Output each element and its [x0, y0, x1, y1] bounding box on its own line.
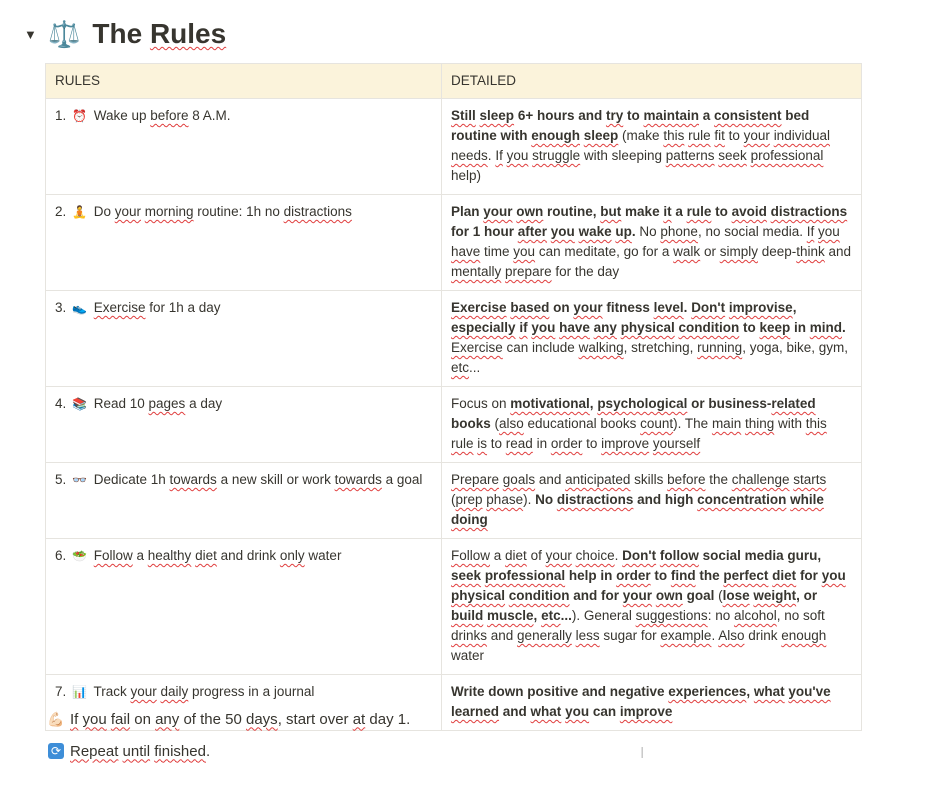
text-run: or: [700, 244, 720, 259]
text-run: phone: [660, 224, 698, 239]
text-run: daily: [160, 684, 189, 699]
text-run: have: [559, 320, 590, 335]
text-run: walking: [578, 340, 624, 355]
repeat-icon: ⟳: [48, 743, 64, 759]
text-run: fitness: [602, 300, 654, 315]
text-run: sleep: [583, 128, 619, 143]
text-run: and: [535, 472, 566, 487]
text-run: , no social media.: [697, 224, 807, 239]
text-run: rule: [686, 204, 712, 219]
text-run: time: [480, 244, 514, 259]
text-run: Still: [451, 108, 476, 123]
text-run: if: [519, 320, 528, 335]
text-run: towards: [334, 472, 382, 487]
text-run: routine,: [543, 204, 601, 219]
text-run: anticipated: [565, 472, 631, 487]
table-row: [46, 539, 862, 675]
text-run: suggestions: [635, 608, 708, 623]
balance-scale-icon: ⚖️: [48, 19, 81, 49]
text-run: before: [150, 108, 189, 123]
text-run: you: [565, 704, 590, 719]
text-run: perfect: [723, 568, 769, 583]
text-run: mind: [809, 320, 843, 335]
text-run: condition: [678, 320, 740, 335]
text-run: based: [510, 300, 550, 315]
text-run: Also: [718, 628, 745, 643]
text-run: morning: [144, 204, 194, 219]
text-run: sugar for: [599, 628, 661, 643]
text-run: any: [593, 320, 617, 335]
text-run: 3.: [55, 300, 71, 315]
text-run: , no soft: [776, 608, 825, 623]
detail-cell[interactable]: [442, 539, 862, 675]
text-run: (make: [618, 128, 664, 143]
text-run: and high: [633, 492, 698, 507]
text-run: educational books: [523, 416, 641, 431]
text-run: patterns: [665, 148, 715, 163]
text-run: day 1.: [365, 710, 411, 728]
text-run: running: [697, 340, 743, 355]
text-run: .: [842, 320, 846, 335]
text-run: distractions: [283, 204, 352, 219]
text-run: simply: [719, 244, 758, 259]
text-run: your: [483, 204, 513, 219]
text-run: Prepare: [451, 472, 500, 487]
text-run: your: [622, 588, 653, 603]
text-run: yourself: [652, 436, 701, 451]
text-run: your: [545, 548, 572, 563]
text-run: in: [532, 436, 551, 451]
text-run: If: [70, 710, 79, 728]
text-run: related: [771, 396, 816, 411]
text-run: 1.: [55, 108, 71, 123]
text-run: sleep: [479, 108, 515, 123]
text-run: Follow: [451, 548, 491, 563]
text-run: drinks: [451, 628, 488, 643]
text-run: ). The: [673, 416, 712, 431]
text-run: to: [650, 568, 671, 583]
text-run: only: [279, 548, 305, 563]
text-run: you: [531, 320, 556, 335]
text-run: for the day: [551, 264, 620, 279]
text-run: rule: [688, 128, 711, 143]
rule-cell[interactable]: [46, 195, 442, 291]
rule-cell[interactable]: [46, 99, 442, 195]
text-run: build: [451, 608, 484, 623]
text-run: ...: [560, 608, 572, 623]
text-run: walk: [673, 244, 701, 259]
table-row: [46, 463, 862, 539]
text-run: , start over: [277, 710, 353, 728]
text-run: alcohol: [733, 608, 777, 623]
text-run: while: [790, 492, 824, 507]
text-run: 4.: [55, 396, 71, 411]
text-run: fit: [714, 128, 725, 143]
text-run: enough: [781, 628, 827, 643]
text-run: Track: [89, 684, 131, 699]
text-run: ,: [746, 684, 754, 699]
text-run: a: [671, 204, 687, 219]
text-run: professional: [484, 568, 566, 583]
text-run: can: [589, 704, 620, 719]
text-run: can meditate, go for a: [535, 244, 674, 259]
text-run: lose: [722, 588, 750, 603]
text-run: until: [122, 742, 151, 760]
text-run: you: [818, 224, 840, 239]
rule-cell[interactable]: [46, 291, 442, 387]
rule-emoji-icon: ⏰: [72, 109, 87, 123]
text-run: to: [582, 436, 602, 451]
flexed-biceps-icon: 💪🏻: [47, 710, 65, 727]
text-run: to: [739, 320, 760, 335]
text-run: can include: [502, 340, 579, 355]
rules-table: [45, 63, 862, 731]
text-run: enough: [531, 128, 580, 143]
text-run: for 1h a day: [145, 300, 221, 315]
text-run: ). General: [571, 608, 636, 623]
text-run: social media guru,: [698, 548, 822, 563]
text-run: ...: [469, 360, 481, 375]
text-run: progress in a journal: [188, 684, 315, 699]
text-run: with: [774, 416, 806, 431]
detail-cell[interactable]: [442, 195, 862, 291]
text-run: wake: [578, 224, 612, 239]
text-run: is: [477, 436, 488, 451]
text-run: especially: [451, 320, 516, 335]
text-run: books: [451, 416, 491, 431]
table-row: [46, 99, 862, 195]
text-run: and: [499, 704, 531, 719]
text-run: you: [821, 568, 846, 583]
text-run: consistent: [714, 108, 782, 123]
text-run: for 1 hour: [451, 224, 518, 239]
text-run: Repeat: [70, 742, 119, 760]
text-run: a day: [185, 396, 223, 411]
text-run: psychological: [597, 396, 688, 411]
text-run: it: [663, 204, 672, 219]
rule-emoji-icon: 📊: [72, 685, 87, 699]
text-run: struggle: [532, 148, 581, 163]
text-run: .: [631, 224, 636, 239]
text-run: prepare: [505, 264, 552, 279]
text-run: Plan: [451, 204, 484, 219]
text-run: Exercise: [451, 340, 503, 355]
rule-emoji-icon: 👓: [72, 473, 87, 487]
text-run: : no: [707, 608, 734, 623]
text-run: you: [82, 710, 107, 728]
text-run: to: [711, 204, 732, 219]
text-run: professional: [750, 148, 824, 163]
detail-cell[interactable]: [442, 463, 862, 539]
rule-emoji-icon: 📚: [72, 397, 87, 411]
text-run: a: [699, 108, 715, 123]
text-run: of: [526, 548, 546, 563]
text-run: water: [451, 648, 485, 663]
text-run: etc: [451, 360, 470, 375]
text-run: diet: [772, 568, 797, 583]
rule-cell[interactable]: [46, 539, 442, 675]
text-run: mentally: [451, 264, 502, 279]
text-run: what: [530, 704, 562, 719]
text-run: 5.: [55, 472, 71, 487]
text-run: less: [575, 628, 600, 643]
text-run: you: [513, 244, 536, 259]
text-run: Exercise: [451, 300, 507, 315]
text-run: what: [753, 684, 785, 699]
detail-cell[interactable]: [442, 291, 862, 387]
rule-cell[interactable]: [46, 463, 442, 539]
text-run: Don't: [622, 548, 657, 563]
text-run: of the 50: [179, 710, 246, 728]
text-run: Follow: [93, 548, 133, 563]
text-run: or business-: [687, 396, 772, 411]
fail-rule-text: [70, 711, 410, 728]
text-run: try: [605, 108, 624, 123]
text-run: your: [130, 684, 157, 699]
text-run: this: [663, 128, 685, 143]
text-run: Exercise: [93, 300, 146, 315]
text-run: improvise: [728, 300, 793, 315]
text-run: your: [573, 300, 603, 315]
rule-cell[interactable]: [46, 387, 442, 463]
text-run: rule: [451, 436, 474, 451]
text-run: (: [490, 416, 500, 431]
text-run: before: [667, 472, 706, 487]
toggle-heading: [24, 14, 226, 54]
text-run: to: [487, 436, 506, 451]
text-run: weight: [753, 588, 797, 603]
text-run: physical: [451, 588, 506, 603]
text-run: prep: [455, 492, 483, 507]
text-run: think: [796, 244, 825, 259]
text-run: improve: [619, 704, 673, 719]
rules-table-body: [46, 99, 862, 731]
text-run: help): [451, 168, 482, 183]
title-prefix: The: [92, 18, 150, 49]
text-run: for: [796, 568, 822, 583]
text-run: Don't: [691, 300, 726, 315]
text-run: Do: [89, 204, 115, 219]
text-run: .: [683, 300, 692, 315]
text-run: with sleeping: [580, 148, 666, 163]
text-run: If: [806, 224, 815, 239]
page-title[interactable]: [92, 18, 226, 50]
text-run: follow: [659, 548, 699, 563]
text-run: 6+ hours and: [514, 108, 606, 123]
text-run: .: [614, 548, 623, 563]
text-run: If: [495, 148, 503, 163]
text-run: days: [246, 710, 278, 728]
text-run: choice: [575, 548, 615, 563]
text-run: make: [621, 204, 664, 219]
text-run: Read 10: [89, 396, 149, 411]
text-run: starts: [793, 472, 827, 487]
repeat-rule-line[interactable]: [48, 739, 210, 763]
text-run: goal: [682, 588, 715, 603]
text-run: diet: [195, 548, 217, 563]
text-run: and: [824, 244, 852, 259]
text-run: doing: [451, 512, 488, 527]
text-run: water: [304, 548, 342, 563]
table-row: [46, 195, 862, 291]
text-run: improve: [601, 436, 650, 451]
text-run: also: [499, 416, 524, 431]
text-run: Focus on: [451, 396, 511, 411]
text-run: ,: [792, 300, 797, 315]
text-run: learned: [451, 704, 500, 719]
text-run: main: [711, 416, 742, 431]
text-run: bed routine with: [451, 108, 810, 143]
text-run: ,: [533, 608, 542, 623]
text-run: pages: [148, 396, 186, 411]
text-run: routine: 1h no: [193, 204, 284, 219]
text-run: have: [451, 244, 481, 259]
text-run: 7.: [55, 684, 71, 699]
text-run: a goal: [381, 472, 423, 487]
detail-cell[interactable]: [442, 387, 862, 463]
text-run: , or: [796, 588, 818, 603]
text-run: at: [352, 710, 366, 728]
text-run: up: [615, 224, 632, 239]
text-run: .: [711, 628, 719, 643]
text-run: this: [805, 416, 827, 431]
text-run: count: [640, 416, 674, 431]
text-run: read: [505, 436, 533, 451]
title-word: Rules: [149, 18, 227, 49]
text-run: phase: [486, 492, 524, 507]
text-run: healthy: [147, 548, 192, 563]
text-run: your: [114, 204, 141, 219]
text-run: thing: [744, 416, 775, 431]
text-run: ,: [589, 396, 598, 411]
text-run: .: [205, 742, 211, 760]
text-run: 2.: [55, 204, 71, 219]
text-run: avoid: [731, 204, 767, 219]
text-run: order: [550, 436, 583, 451]
text-run: diet: [505, 548, 527, 563]
text-run: the: [705, 472, 732, 487]
text-run: , yoga, bike, gym,: [742, 340, 849, 355]
text-run: muscle: [487, 608, 534, 623]
text-run: generally: [517, 628, 572, 643]
text-run: No: [635, 224, 661, 239]
text-run: any: [155, 710, 180, 728]
text-run: help in: [565, 568, 617, 583]
text-run: level: [653, 300, 684, 315]
text-run: but: [600, 204, 622, 219]
text-run: concentration: [697, 492, 787, 507]
text-run: find: [670, 568, 696, 583]
text-run: in: [790, 320, 810, 335]
text-run: deep-: [757, 244, 797, 259]
text-run: (: [714, 588, 723, 603]
text-run: fail: [110, 710, 131, 728]
table-row: [46, 291, 862, 387]
text-run: towards: [169, 472, 217, 487]
text-run: maintain: [643, 108, 699, 123]
text-run: you: [550, 224, 575, 239]
rule-emoji-icon: 🧘: [72, 205, 87, 219]
text-run: finished: [154, 742, 206, 760]
text-cursor-icon: I: [640, 745, 645, 762]
text-run: goals: [502, 472, 536, 487]
rule-emoji-icon: 🥗: [72, 549, 87, 563]
column-header-rules[interactable]: RULES: [46, 64, 442, 99]
text-run: a: [490, 548, 506, 563]
text-run: ).: [523, 492, 536, 507]
text-run: order: [616, 568, 651, 583]
text-run: 6.: [55, 548, 71, 563]
text-run: seek: [718, 148, 747, 163]
text-run: (: [451, 492, 456, 507]
text-run: to: [724, 128, 744, 143]
repeat-rule-text: [70, 743, 210, 760]
text-run: a: [132, 548, 148, 563]
text-run: Wake up: [89, 108, 151, 123]
text-run: physical: [620, 320, 675, 335]
fail-rule-line[interactable]: [48, 707, 410, 731]
text-run: on: [130, 710, 156, 728]
text-run: distractions: [770, 204, 848, 219]
text-run: drink: [744, 628, 782, 643]
text-run: No: [535, 492, 557, 507]
text-run: individual: [773, 128, 830, 143]
text-run: distractions: [556, 492, 634, 507]
text-run: example: [660, 628, 712, 643]
text-run: keep: [759, 320, 791, 335]
text-run: condition: [508, 588, 570, 603]
text-run: 8 A.M.: [188, 108, 231, 123]
detail-cell[interactable]: [442, 675, 862, 731]
text-run: you: [506, 148, 529, 163]
rule-emoji-icon: 👟: [72, 301, 87, 315]
column-header-detailed[interactable]: DETAILED: [442, 64, 862, 99]
text-run: seek: [451, 568, 482, 583]
text-run: , stretching,: [623, 340, 698, 355]
text-run: needs: [451, 148, 488, 163]
text-run: and for: [569, 588, 623, 603]
text-run: the: [695, 568, 724, 583]
text-run: .: [487, 148, 496, 163]
text-run: skills: [630, 472, 668, 487]
text-run: own: [516, 204, 544, 219]
text-run: challenge: [731, 472, 790, 487]
table-header-row: [46, 64, 862, 99]
triangle-down-icon[interactable]: ▼: [24, 26, 37, 42]
text-run: etc: [541, 608, 561, 623]
text-run: Dedicate 1h: [89, 472, 170, 487]
text-run: own: [655, 588, 683, 603]
text-run: you've: [788, 684, 831, 699]
text-run: and drink: [216, 548, 280, 563]
text-run: and: [487, 628, 518, 643]
text-run: to: [623, 108, 644, 123]
text-run: after: [517, 224, 548, 239]
text-run: your: [743, 128, 770, 143]
text-run: a new skill or work: [216, 472, 335, 487]
table-row: [46, 387, 862, 463]
text-run: experiences: [668, 684, 747, 699]
text-run: Write down positive and negative: [451, 684, 669, 699]
detail-cell[interactable]: [442, 99, 862, 195]
text-run: on: [549, 300, 574, 315]
text-run: motivational: [510, 396, 590, 411]
